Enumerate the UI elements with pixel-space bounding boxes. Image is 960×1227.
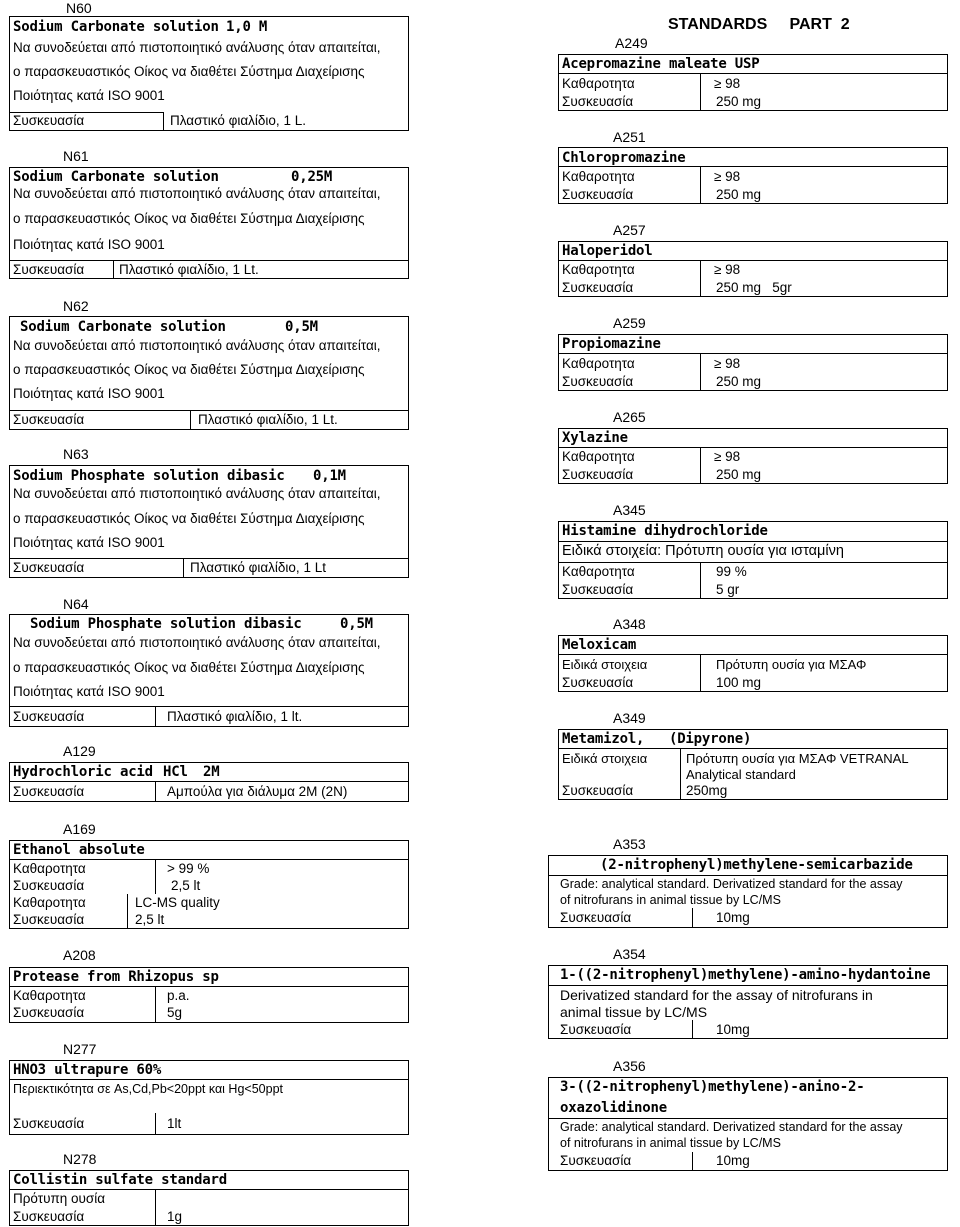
item-desc-line: Να συνοδεύεται από πιστοποιητικό ανάλυσης όταν απαιτείται, <box>13 40 381 55</box>
item-code: N64 <box>63 596 89 612</box>
item-title: Sodium Phosphate solution dibasic <box>30 616 302 632</box>
item-code: A259 <box>613 315 646 331</box>
item-title: Hydrochloric acid <box>13 764 153 780</box>
item-desc-line: animal tissue by LC/MS <box>560 1004 708 1020</box>
package-value: Πλαστικό φιαλίδιο, 1 Lt. <box>198 412 338 427</box>
item-concentration: 2M <box>203 764 220 780</box>
item-desc-line: Grade: analytical standard. Derivatized standard for the assay <box>560 877 903 891</box>
spec-value: Πρότυπη ουσία για ΜΣΑΦ VETRANAL <box>686 751 909 766</box>
purity-value: ≥ 98 <box>714 76 741 91</box>
purity-label: Καθαροτητα <box>562 356 635 371</box>
purity-value: ≥ 98 <box>714 169 741 184</box>
item-desc-line: Να συνοδεύεται από πιστοποιητικό ανάλυσης όταν απαιτείται, <box>13 486 381 501</box>
item-code: A348 <box>613 616 646 632</box>
item-code: N61 <box>63 148 89 164</box>
item-title: Sodium Phosphate solution dibasic <box>13 468 285 484</box>
item-description: Περιεκτικότητα σε As,Cd,Pb<20ppt και Hg<50ppt <box>13 1082 283 1096</box>
package-value: 1g <box>167 1209 183 1224</box>
item-title: Histamine dihydrochloride <box>562 523 768 539</box>
package-label: Συσκευασία <box>13 784 85 799</box>
package-label: Συσκευασία <box>562 187 634 202</box>
package-value: 2,5 lt <box>135 912 165 927</box>
item-desc-line: Grade: analytical standard. Derivatized standard for the assay <box>560 1120 903 1134</box>
item-desc-line: Να συνοδεύεται από πιστοποιητικό ανάλυσης όταν απαιτείται, <box>13 186 381 201</box>
spec-label: Ειδικά στοιχεια <box>562 751 648 766</box>
section-heading: STANDARDS PART 2 <box>668 16 850 33</box>
package-value: 5g <box>167 1005 183 1020</box>
item-code: A265 <box>613 409 646 425</box>
purity-value: > 99 % <box>167 861 210 876</box>
purity-label: Καθαροτητα <box>13 895 86 910</box>
item-code: A349 <box>613 710 646 726</box>
spec-label: Ειδικά στοιχεια <box>562 657 648 672</box>
item-title: Metamizol, (Dipyrone) <box>562 731 752 747</box>
package-value: 100 mg <box>716 675 762 690</box>
item-title: 3-((2-nitrophenyl)methylene)-anino-2- <box>560 1079 865 1095</box>
item-title: HNO3 ultrapure 60% <box>13 1062 162 1078</box>
item-desc-line: Derivatized standard for the assay of nitrofurans in <box>560 987 873 1003</box>
purity-label: Καθαροτητα <box>562 169 635 184</box>
item-title: Collistin sulfate standard <box>13 1172 227 1188</box>
package-value: Πλαστικό φιαλίδιο, 1 L. <box>170 113 306 128</box>
package-value: 250 mg 5gr <box>716 280 792 295</box>
item-title: 1-((2-nitrophenyl)methylene)-amino-hydantoine <box>560 967 931 983</box>
item-desc-line: ο παρασκευαστικός Οίκος να διαθέτει Σύστημα Διαχείρισης <box>13 211 365 226</box>
item-code: A257 <box>613 222 646 238</box>
purity-value: ≥ 98 <box>714 262 741 277</box>
package-value: 250 mg <box>716 467 762 482</box>
item-code: A208 <box>63 947 96 963</box>
item-title: Sodium Carbonate solution <box>13 19 219 35</box>
package-value: 250 mg <box>716 187 762 202</box>
item-code: N63 <box>63 446 89 462</box>
spec-value: Πρότυπη ουσία για ΜΣΑΦ <box>716 657 867 672</box>
package-label: Συσκευασία <box>562 94 634 109</box>
package-label: Συσκευασία <box>13 262 85 277</box>
item-title: Ethanol absolute <box>13 842 145 858</box>
item-desc-line: Ποιότητας κατά ISO 9001 <box>13 88 165 103</box>
item-title: Haloperidol <box>562 243 653 259</box>
item-concentration: 0,5M <box>285 319 318 335</box>
item-desc-line: of nitrofurans in animal tissue by LC/MS <box>560 1136 781 1150</box>
item-desc-line: Ποιότητας κατά ISO 9001 <box>13 237 165 252</box>
item-code: A345 <box>613 502 646 518</box>
package-label: Συσκευασία <box>562 582 634 597</box>
package-value: 2,5 lt <box>171 878 201 893</box>
purity-label: Καθαροτητα <box>562 449 635 464</box>
purity-label: Καθαροτητα <box>13 861 86 876</box>
package-value: 250mg <box>686 783 728 798</box>
item-concentration: 0,1M <box>313 468 346 484</box>
package-value: 10mg <box>716 1153 750 1168</box>
item-concentration: 0,25M <box>291 169 333 185</box>
item-code: A356 <box>613 1058 646 1074</box>
item-code: A251 <box>613 129 646 145</box>
package-value: 250 mg <box>716 374 762 389</box>
purity-value: p.a. <box>167 988 190 1003</box>
item-code: N62 <box>63 298 89 314</box>
purity-label: Καθαροτητα <box>562 262 635 277</box>
package-label: Συσκευασία <box>562 280 634 295</box>
item-title: Protease from Rhizopus sp <box>13 969 219 985</box>
package-value: 1lt <box>167 1116 182 1131</box>
item-desc-line: Να συνοδεύεται από πιστοποιητικό ανάλυσης όταν απαιτείται, <box>13 635 381 650</box>
item-code: A169 <box>63 821 96 837</box>
item-concentration: 1,0 M <box>226 19 268 35</box>
item-code: A249 <box>615 35 648 51</box>
package-label: Συσκευασία <box>562 467 634 482</box>
item-specification: Ειδικά στοιχεία: Πρότυπη ουσία για ισταμίνη <box>562 543 844 559</box>
package-label: Συσκευασία <box>560 910 632 925</box>
purity-label: Καθαροτητα <box>13 988 86 1003</box>
purity-value: 99 % <box>716 564 747 579</box>
purity-value: ≥ 98 <box>714 356 741 371</box>
purity-label: Καθαροτητα <box>562 76 635 91</box>
item-desc-line: Ποιότητας κατά ISO 9001 <box>13 535 165 550</box>
package-label: Συσκευασία <box>13 412 85 427</box>
item-desc-line: ο παρασκευαστικός Οίκος να διαθέτει Σύστημα Διαχείρισης <box>13 660 365 675</box>
package-label: Συσκευασία <box>562 783 634 798</box>
package-value: 5 gr <box>716 582 740 597</box>
item-title: (2-nitrophenyl)methylene-semicarbazide <box>600 857 913 873</box>
purity-value: ≥ 98 <box>714 449 741 464</box>
item-description: Πρότυπη ουσία <box>13 1191 106 1206</box>
package-label: Συσκευασία <box>13 113 85 128</box>
item-desc-line: ο παρασκευαστικός Οίκος να διαθέτει Σύστημα Διαχείρισης <box>13 511 365 526</box>
package-label: Συσκευασία <box>562 675 634 690</box>
item-desc-line: ο παρασκευαστικός Οίκος να διαθέτει Σύστημα Διαχείρισης <box>13 64 365 79</box>
item-desc-line: of nitrofurans in animal tissue by LC/MS <box>560 893 781 907</box>
package-value: Αμπούλα για διάλυμα 2M (2N) <box>167 784 348 799</box>
package-value: 10mg <box>716 910 750 925</box>
package-label: Συσκευασία <box>13 912 85 927</box>
package-value: 10mg <box>716 1022 750 1037</box>
purity-value: LC-MS quality <box>135 895 220 910</box>
purity-label: Καθαροτητα <box>562 564 635 579</box>
item-desc-line: Να συνοδεύεται από πιστοποιητικό ανάλυσης όταν απαιτείται, <box>13 338 381 353</box>
item-formula: HCl <box>163 764 188 780</box>
package-label: Συσκευασία <box>13 560 85 575</box>
package-value: Πλαστικό φιαλίδιο, 1 Lt <box>190 560 326 575</box>
package-label: Συσκευασία <box>13 709 85 724</box>
package-label: Συσκευασία <box>560 1153 632 1168</box>
item-title: Xylazine <box>562 430 628 446</box>
package-label: Συσκευασία <box>13 1005 85 1020</box>
item-title: Meloxicam <box>562 637 637 653</box>
item-code: A353 <box>613 836 646 852</box>
item-title: Sodium Carbonate solution <box>13 169 219 185</box>
item-title: Chloropromazine <box>562 150 686 166</box>
package-value: Πλαστικό φιαλίδιο, 1 Lt. <box>119 262 259 277</box>
item-code: A129 <box>63 743 96 759</box>
package-label: Συσκευασία <box>560 1022 632 1037</box>
item-concentration: 0,5M <box>340 616 373 632</box>
package-value: 250 mg <box>716 94 762 109</box>
item-code: N60 <box>66 0 92 16</box>
package-value: Πλαστικό φιαλίδιο, 1 lt. <box>167 709 303 724</box>
item-desc-line: ο παρασκευαστικός Οίκος να διαθέτει Σύστημα Διαχείρισης <box>13 362 365 377</box>
item-title: Acepromazine maleate USP <box>562 56 760 72</box>
package-label: Συσκευασία <box>13 1209 85 1224</box>
spec-value: Analytical standard <box>686 767 796 782</box>
item-code: N277 <box>63 1041 97 1057</box>
package-label: Συσκευασία <box>13 1116 85 1131</box>
item-title: Propiomazine <box>562 336 661 352</box>
item-desc-line: Ποιότητας κατά ISO 9001 <box>13 684 165 699</box>
item-title: Sodium Carbonate solution <box>20 319 226 335</box>
item-desc-line: Ποιότητας κατά ISO 9001 <box>13 386 165 401</box>
package-label: Συσκευασία <box>13 878 85 893</box>
package-label: Συσκευασία <box>562 374 634 389</box>
item-code: N278 <box>63 1151 97 1167</box>
item-code: A354 <box>613 946 646 962</box>
item-title: oxazolidinone <box>560 1100 667 1116</box>
